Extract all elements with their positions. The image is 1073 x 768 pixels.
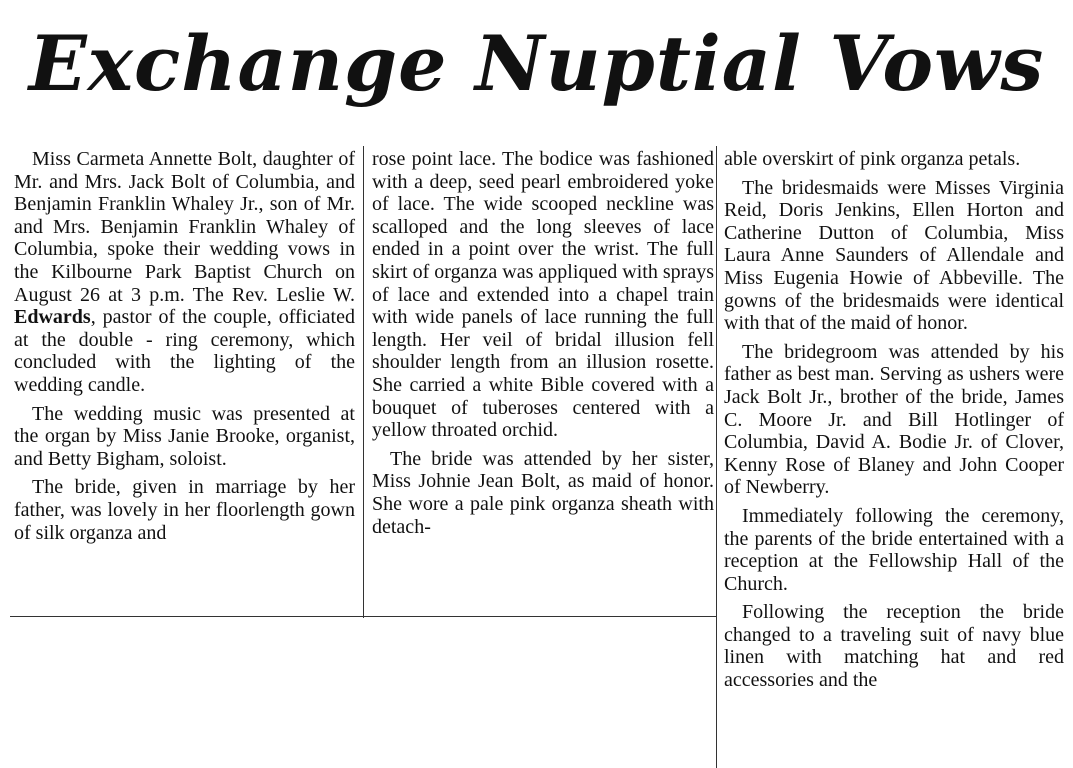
- headline: Exchange Nuptial Vows: [28, 19, 1045, 108]
- article-column-2: [372, 148, 714, 544]
- article-paragraph: [14, 403, 355, 471]
- article-paragraph: [372, 448, 714, 538]
- paragraph-text: Edwards: [14, 306, 91, 329]
- paragraph-text: The bride was attended by her sister, Miss Johnie Jean Bolt, as maid of honor. She wore a pale pink organza sheath with detach-: [372, 447, 714, 538]
- paragraph-text: The wedding music was presented at the organ by Miss Janie Brooke, organist, and Betty Bigham, soloist.: [14, 402, 355, 470]
- paragraph-text: able overskirt of pink organza petals.: [724, 148, 1021, 170]
- column-divider: [716, 146, 717, 768]
- article-paragraph: [372, 148, 714, 442]
- article-bottom-rule: [10, 616, 716, 617]
- article-paragraph: [14, 476, 355, 544]
- paragraph-text: The bride, given in marriage by her father, was lovely in her floorlength gown of silk organza and: [14, 476, 355, 544]
- article-column-3: [724, 148, 1064, 698]
- article-paragraph: [724, 148, 1064, 171]
- paragraph-text: The bridesmaids were Misses Virginia Reid, Doris Jenkins, Ellen Horton and Catherine Dutton of Columbia, Miss Laura Anne Saunders of Allendale and Miss Eugenia Howie of Abbeville. The gowns of the bridesmaids were identical with that of the maid of honor.: [724, 176, 1064, 335]
- paragraph-text: Miss Carmeta Annette Bolt, daughter of Mr. and Mrs. Jack Bolt of Columbia, and Benjamin Franklin Whaley Jr., son of Mr. and Mrs. Benjamin Franklin Whaley of Columbia, spoke their wedding vows in the Kilbourne Park Baptist Church on August 26 at 3 p.m. The Rev. Leslie W.: [14, 148, 355, 306]
- paragraph-text: Following the reception the bride changed to a traveling suit of navy blue linen with matching hat and red accessories and the: [724, 601, 1064, 692]
- paragraph-text: , pastor of the couple, officiated at the double - ring ceremony, which concluded with the lighting of the wedding candle.: [14, 306, 355, 396]
- paragraph-text: The bridegroom was attended by his father as best man. Serving as ushers were Jack Bolt Jr., brother of the bride, James C. Moore Jr. and Bill Hotlinger of Columbia, David A. Bodie Jr. of Clover, Kenny Rose of Blaney and John Cooper of Newberry.: [724, 340, 1064, 499]
- article-paragraph: [14, 148, 355, 397]
- paragraph-text: rose point lace. The bodice was fashioned with a deep, seed pearl embroidered yoke of lace. The wide scooped neckline was scalloped and the long sleeves of lace ended in a point over the wrist. The full skirt of organza was appliqued with sprays of lace and extended into a chapel train with wide panels of lace running the full length. Her veil of bridal illusion fell shoulder length from an illusion rosette. She carried a white Bible covered with a bouquet of tuberoses centered with a yellow throated orchid.: [372, 148, 714, 442]
- column-divider: [363, 146, 364, 618]
- article-paragraph: [724, 177, 1064, 335]
- paragraph-text: Immediately following the ceremony, the parents of the bride entertained with a reception at the Fellowship Hall of the Church.: [724, 504, 1064, 595]
- article-paragraph: [724, 341, 1064, 499]
- article-paragraph: [724, 505, 1064, 595]
- article-paragraph: [724, 601, 1064, 691]
- article-column-1: [14, 148, 355, 550]
